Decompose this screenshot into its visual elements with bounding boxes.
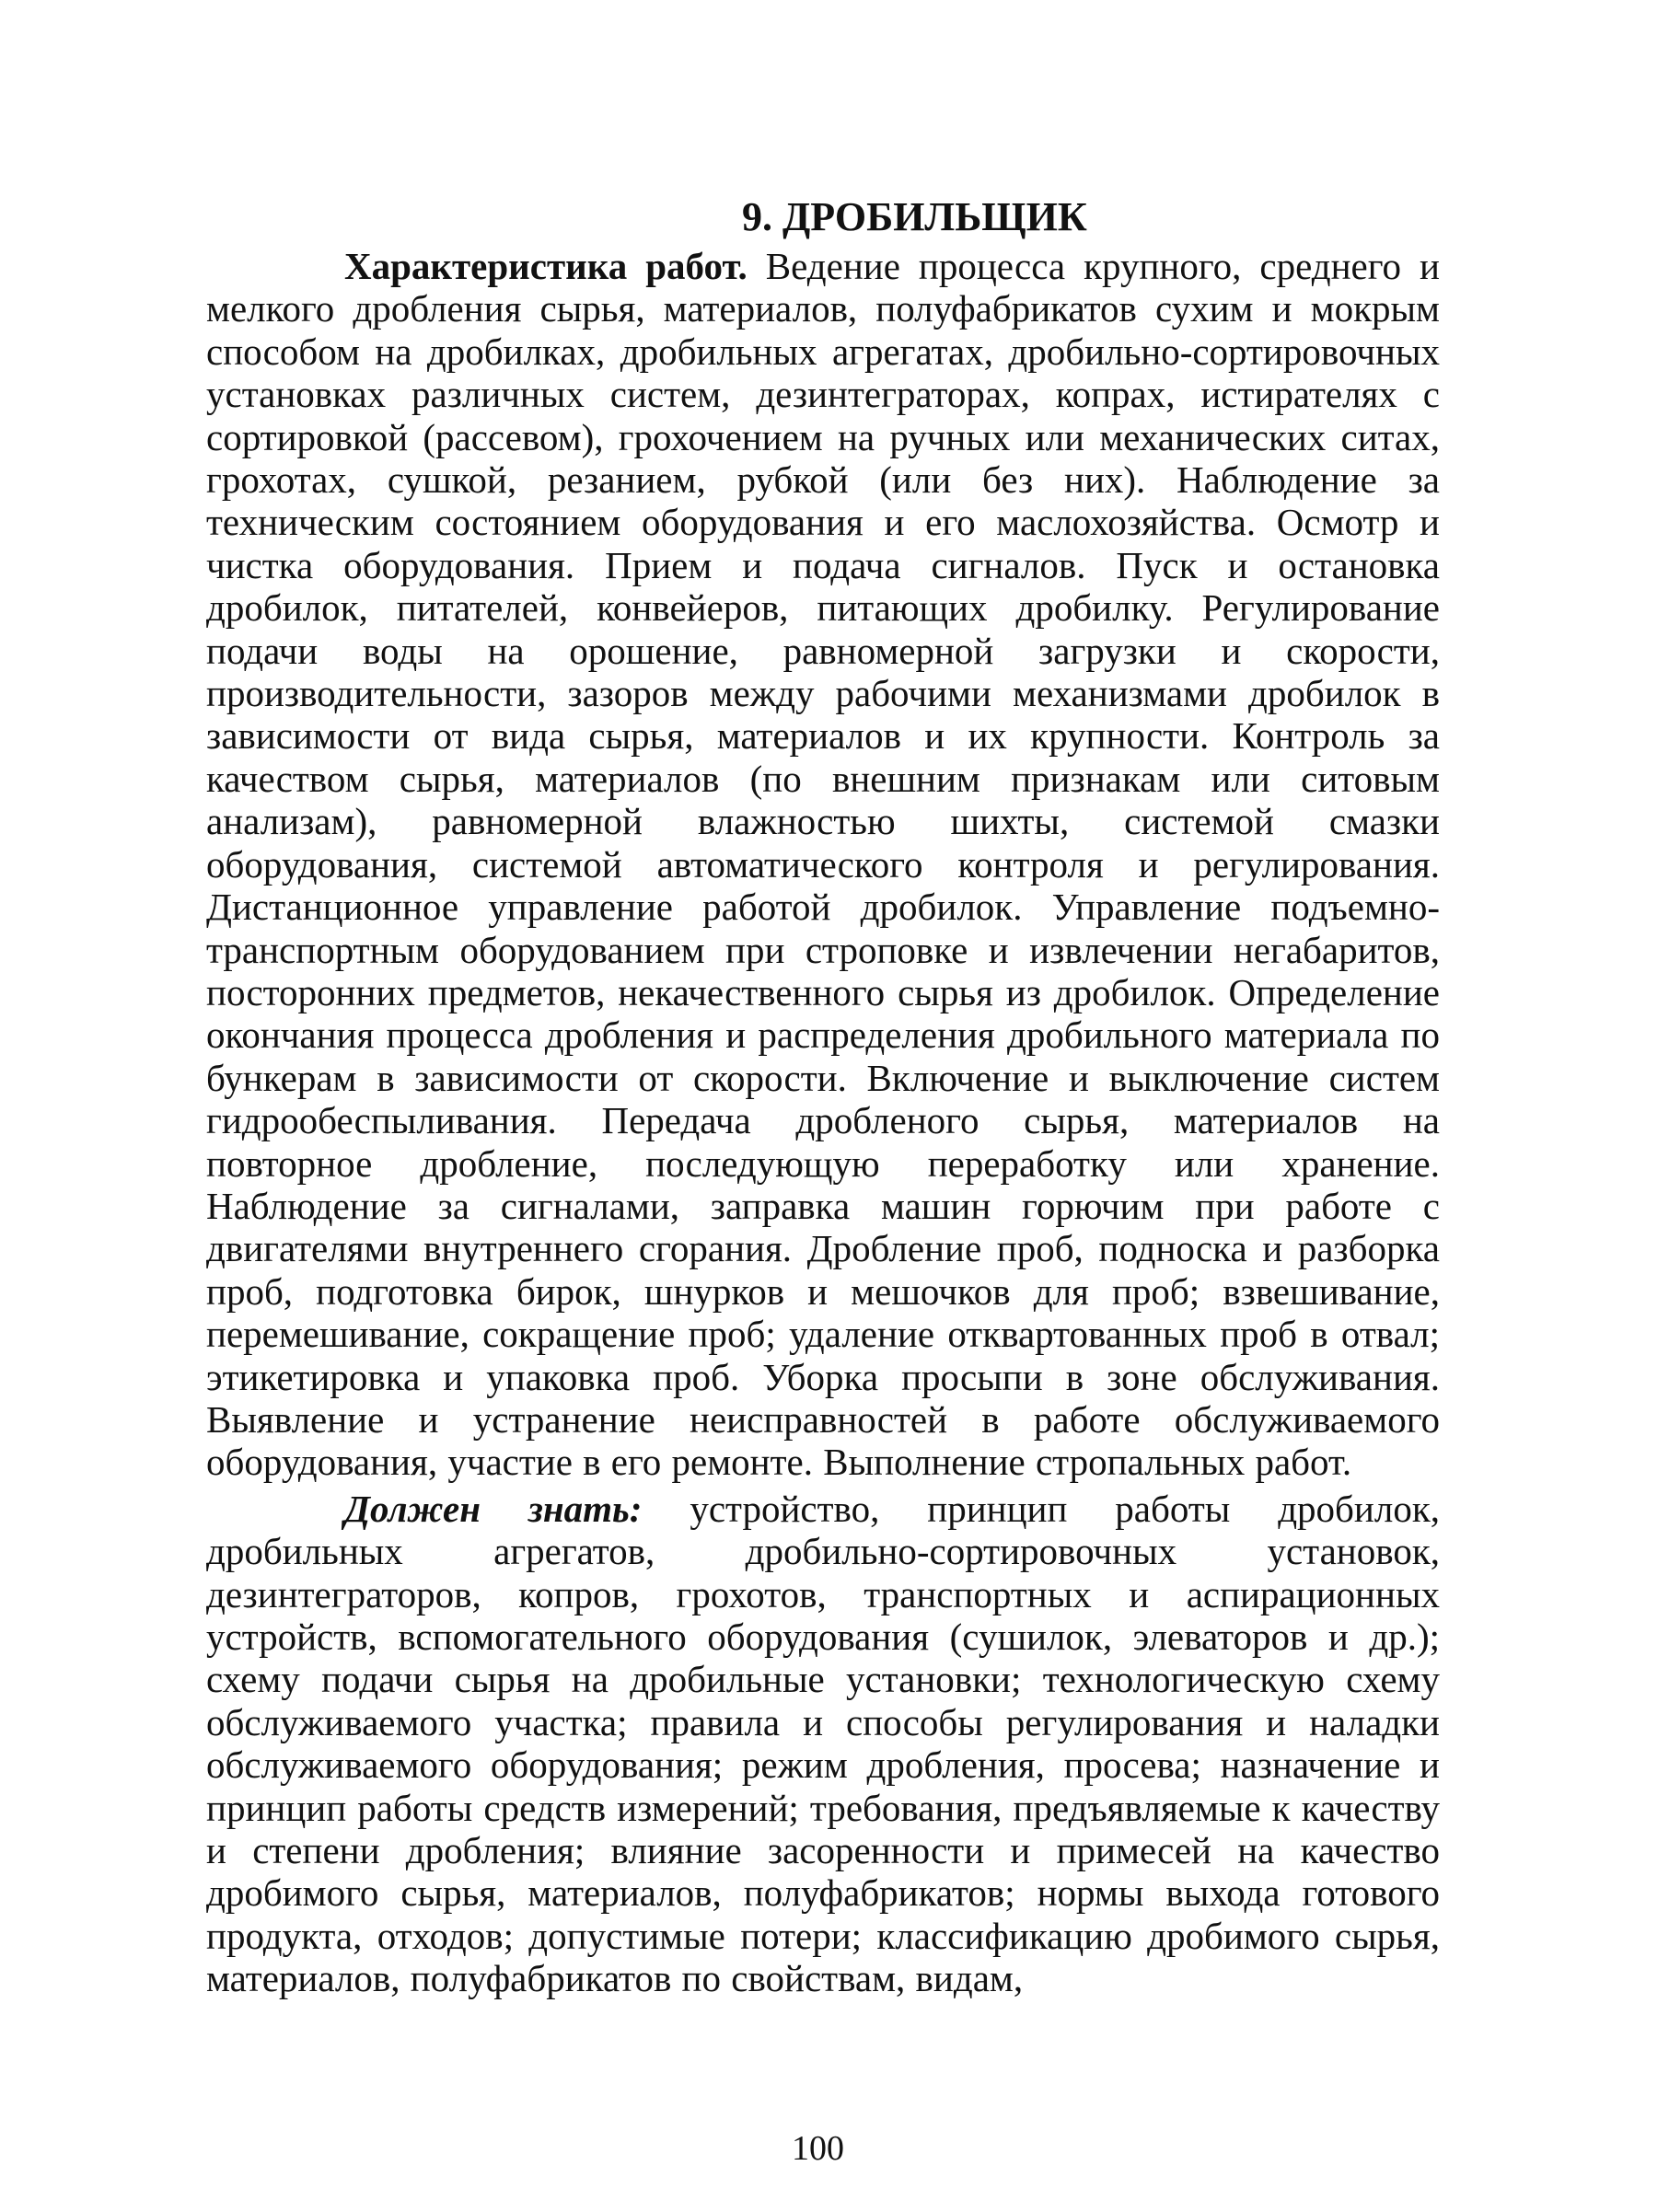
paragraph-work-characteristics [206,245,1440,1484]
paragraph-must-know [206,1488,1440,2000]
paragraph-text-work-characteristics: Ведение процесса крупного, среднего и мелкого дробления сырья, материалов, полуфабрикатов сухим и мокрым способом на дробилках, дробильных агрегатах, дробильно-сортировочных установках различных систем, дезинтеграторах, копрах, истирателях с сортировкой (рассевом), грохочением на ручных или механических ситах, грохотах, сушкой, резанием, рубкой (или без них). Наблюдение за техническим состоянием оборудования и его маслохозяйства. Осмотр и чистка оборудования. Прием и подача сигналов. Пуск и остановка дробилок, питателей, конвейеров, питающих дробилку. Регулирование подачи воды на орошение, равномерной загрузки и скорости, производительности, зазоров между рабочими механизмами дробилок в зависимости от вида сырья, материалов и их крупности. Контроль за качеством сырья, материалов (по внешним признакам или ситовым анализам), равномерной влажностью шихты, системой смазки оборудования, системой автоматического контроля и регулирования. Дистанционное управление работой дробилок. Управление подъемно-транспортным оборудованием при строповке и извлечении негабаритов, посторонних предметов, некачественного сырья из дробилок. Определение окончания процесса дробления и распределения дробильного материала по бункерам в зависимости от скорости. Включение и выключение систем гидрообеспыливания. Передача дробленого сырья, материалов на повторное дробление, последующую переработку или хранение. Наблюдение за сигналами, заправка машин горючим при работе с двигателями внутреннего сгорания. Дробление проб, подноска и разборка проб, подготовка бирок, шнурков и мешочков для проб; взвешивание, перемешивание, сокращение проб; удаление отквартованных проб в отвал; этикетировка и упаковка проб. Уборка просыпи в зоне обслуживания. Выявление и устранение неисправностей в работе обслуживаемого оборудования, участие в его ремонте. Выполнение стропальных работ. [206,245,1440,1484]
paragraph-lead-must-know: Должен знать: [344,1487,643,1530]
document-page [206,193,1440,2000]
paragraph-text-must-know: устройство, принцип работы дробилок, дробильных агрегатов, дробильно-сортировочных установок, дезинтеграторов, копров, грохотов, транспортных и аспирационных устройств, вспомогательного оборудования (сушилок, элеваторов и др.); схему подачи сырья на дробильные установки; технологическую схему обслуживаемого участка; правила и способы регулирования и наладки обслуживаемого оборудования; режим дробления, просева; назначение и принцип работы средств измерений; требования, предъявляемые к качеству и степени дробления; влияние засоренности и примесей на качество дробимого сырья, материалов, полуфабрикатов; нормы выхода готового продукта, отходов; допустимые потери; классификацию дробимого сырья, материалов, полуфабрикатов по свойствам, видам, [206,1487,1440,2000]
paragraph-lead-work-characteristics: Характеристика работ. [344,245,748,287]
page-number: 100 [792,2129,844,2168]
section-heading: 9. ДРОБИЛЬЩИК [742,194,1087,239]
